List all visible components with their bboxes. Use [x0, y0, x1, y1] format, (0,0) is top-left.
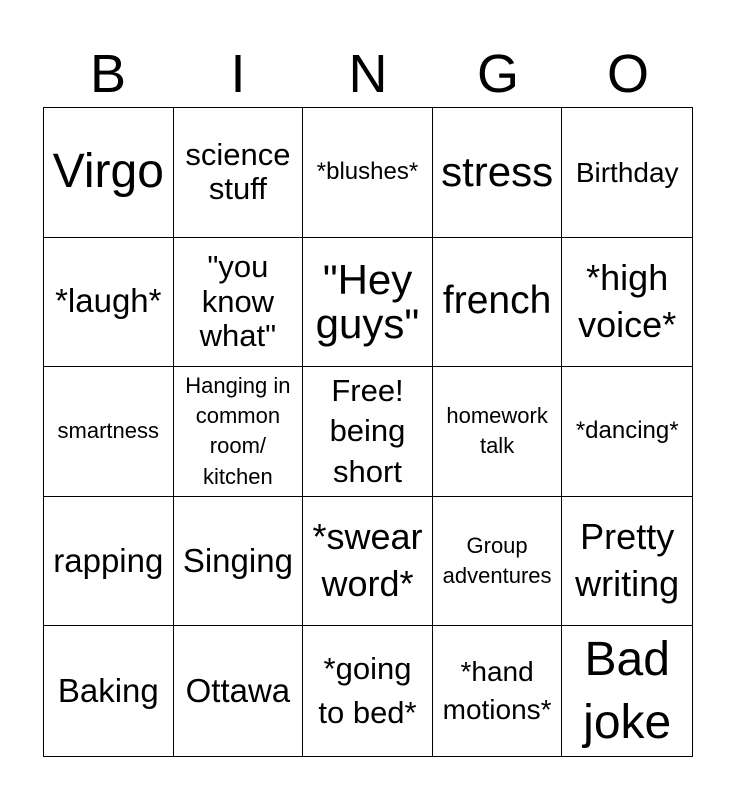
header-letter-n: N [348, 44, 388, 104]
bingo-cell-r2-c3[interactable]: "Hey guys" [303, 238, 433, 368]
bingo-cell-r5-c1[interactable]: Baking [44, 626, 174, 756]
bingo-cell-r5-c2[interactable]: Ottawa [174, 626, 304, 756]
bingo-cell-r4-c5[interactable]: Pretty writing [562, 497, 692, 627]
bingo-cell-r3-c2[interactable]: Hanging in common room/ kitchen [174, 367, 304, 497]
bingo-cell-r3-c3[interactable]: Free! being short [303, 367, 433, 497]
bingo-cell-r5-c4[interactable]: *hand motions* [433, 626, 563, 756]
bingo-board [43, 107, 693, 757]
header-letter-o: O [606, 44, 649, 104]
header-letter-g: G [476, 44, 519, 104]
bingo-cell-r5-c5[interactable]: Bad joke [583, 632, 672, 750]
bingo-cell-r4-c4[interactable]: Group adventures [433, 497, 563, 627]
bingo-cell-r3-c5[interactable]: *dancing* [562, 367, 692, 497]
bingo-cell-r1-c3[interactable]: *blushes* [303, 108, 433, 238]
bingo-cell-r4-c1[interactable]: rapping [44, 497, 174, 627]
bingo-header [43, 40, 693, 108]
header-letter-b: B [89, 44, 127, 104]
bingo-cell-r2-c5[interactable]: *high voice* [562, 238, 692, 368]
bingo-cell-r1-c4[interactable]: stress [433, 108, 563, 238]
bingo-cell-r1-c1[interactable]: Virgo [44, 108, 174, 238]
header-letter-i: I [230, 44, 246, 104]
bingo-cell-r1-c2[interactable]: science stuff [174, 108, 304, 238]
bingo-cell-r4-c2[interactable]: Singing [174, 497, 304, 627]
bingo-cell-r2-c2[interactable]: "you know what" [174, 238, 304, 368]
bingo-cell-r3-c1[interactable]: smartness [44, 367, 174, 497]
bingo-cell-r2-c4[interactable]: french [433, 238, 563, 368]
bingo-cell-r2-c1[interactable]: *laugh* [44, 238, 174, 368]
bingo-cell-r5-c3[interactable]: *going to bed* [303, 626, 433, 756]
bingo-cell-r4-c3[interactable]: *swear word* [303, 497, 433, 627]
bingo-cell-r3-c4[interactable]: homework talk [433, 367, 563, 497]
bingo-cell-r1-c5[interactable]: Birthday [562, 108, 692, 238]
